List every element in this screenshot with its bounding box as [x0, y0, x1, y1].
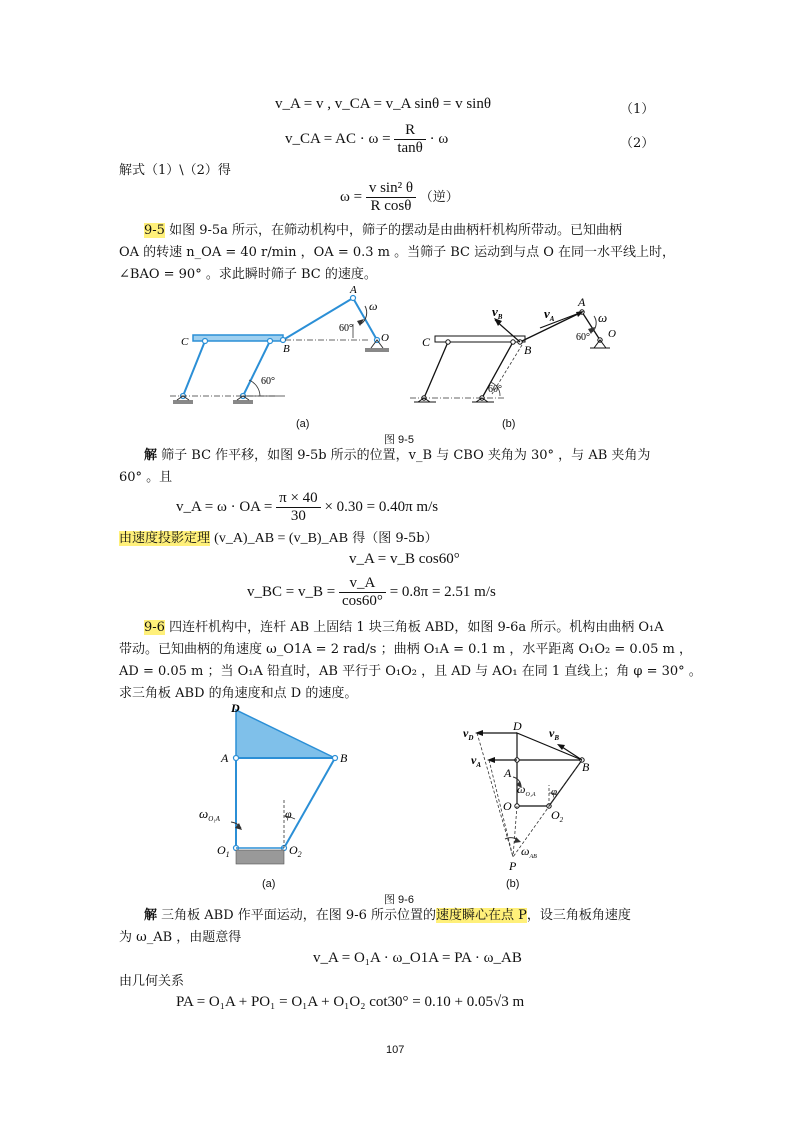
label-omega-O1A: $\omega_{O_1A}$ — [199, 806, 220, 823]
label-A: A — [350, 284, 357, 296]
label-O1: $O_1$ — [217, 843, 230, 859]
label-O: O — [503, 799, 512, 813]
label-O: O — [608, 328, 616, 340]
problem-label: 9-6 — [144, 620, 165, 635]
problem-9-5-line1 — [144, 220, 622, 242]
label-O2: $O_2$ — [289, 843, 302, 859]
equation-3 — [340, 180, 459, 215]
problem-9-6-line3: AD = 0.05 m ；当 O₁A 铅直时，AB 平行于 O₁O₂ ，且 AD 与 AO₁ 在同 1 直线上；角 φ = 30° 。 — [119, 664, 702, 679]
label-A: A — [221, 751, 229, 765]
label-omega: ω — [369, 299, 378, 313]
label-B: B — [524, 343, 532, 357]
eq3-note: （逆） — [419, 188, 459, 204]
label-vB: $v_B$ — [549, 726, 559, 742]
problem-9-5-line3: ∠BAO = 90° 。求此瞬时筛子 BC 的速度。 — [119, 267, 377, 282]
eq3-num: v sin² θ — [366, 180, 416, 198]
label-angle-60-bottom: 60° — [261, 376, 275, 387]
label-C: C — [422, 335, 431, 349]
theorem-equation: (v_A)_AB = (v_B)_AB — [214, 531, 349, 546]
fig-9-5a-caption: (a) — [296, 418, 310, 430]
eq3-left: ω = — [340, 188, 363, 205]
geometry-line: 由几何关系 — [119, 974, 185, 989]
theorem-line — [119, 528, 438, 550]
solution-head: 解 — [144, 908, 158, 923]
eq4-left: v_A = ω · OA = — [176, 498, 273, 515]
equation-4 — [176, 490, 438, 525]
figure-9-5b — [410, 290, 630, 415]
label-vD: $v_D$ — [463, 726, 474, 742]
solution-9-6-line1 — [144, 905, 631, 927]
label-O2: $O_2$ — [551, 808, 564, 824]
equation-7: v_A = O₁A · ω_O1A = PA · ω_AB — [313, 950, 522, 966]
eq6-right: = 0.8π = 2.51 m/s — [389, 583, 496, 600]
eq2-num: R — [394, 122, 426, 140]
solution-head: 解 — [144, 448, 158, 463]
label-vA: $v_A$ — [471, 753, 481, 769]
label-vB: $v_B$ — [492, 304, 503, 321]
solution-text: 筛子 BC 作平移，如图 9-5b 所示的位置，v_B 与 CBO 夹角为 30° ，与 AB 夹角为 — [161, 448, 651, 463]
page-number: 107 — [386, 1044, 405, 1056]
solution-9-6-line2: 为 ω_AB ，由题意得 — [119, 930, 242, 945]
equation-number-2: （2） — [620, 136, 655, 151]
label-A: A — [578, 295, 586, 309]
problem-9-6-line1 — [144, 617, 664, 639]
fig-9-6a-caption: (a) — [262, 878, 276, 890]
eq2-den: tanθ — [397, 140, 423, 156]
figure-9-6b — [455, 715, 605, 875]
label-omega-O1A: $\omega_{O_1A}$ — [517, 782, 536, 798]
problem-9-5-line2: OA 的转速 n_OA = 40 r/min ，OA = 0.3 m 。当筛子 BC 运动到与点 O 在同一水平线上时， — [119, 245, 676, 260]
eq3-den: R cosθ — [370, 198, 412, 214]
label-C: C — [181, 336, 189, 348]
eq6-den: cos60° — [341, 593, 383, 609]
fig-9-6b-caption: (b) — [506, 878, 520, 890]
solution-9-5-line2: 60° 。且 — [119, 470, 173, 485]
equation-6 — [247, 575, 496, 610]
label-phi: φ — [551, 786, 558, 798]
solution-text-post: ，设三角板角速度 — [526, 908, 631, 923]
eq2-right: · ω — [429, 130, 449, 147]
fig-9-6-caption: 图 9-6 — [384, 894, 414, 906]
eq6-left: v_BC = v_B = — [247, 583, 336, 600]
label-angle-60-top: 60° — [576, 332, 590, 343]
label-phi: φ — [285, 807, 292, 821]
problem-text: 如图 9-5a 所示，在筛动机构中，筛子的摆动是由曲柄杆机构所带动。已知曲柄 — [169, 223, 623, 238]
label-A: A — [504, 766, 512, 780]
label-O: O — [381, 332, 389, 344]
equation-8: PA = O₁A + PO₁ = O₁A + O₁O₂ cot30° = 0.10 + 0.05√3 m — [176, 994, 525, 1010]
eq6-num: v_A — [339, 575, 386, 593]
label-B: B — [582, 760, 590, 774]
problem-9-6-line4: 求三角板 ABD 的角速度和点 D 的速度。 — [119, 686, 358, 701]
problem-text: 四连杆机构中，连杆 AB 上固结 1 块三角板 ABD，如图 9-6a 所示。机构由曲柄 O₁A — [169, 620, 664, 635]
label-D: D — [513, 719, 522, 733]
eq4-right: × 0.30 = 0.40π m/s — [324, 498, 439, 515]
fig-9-5-caption: 图 9-5 — [384, 434, 414, 446]
eq2-left: v_CA = AC · ω = — [285, 130, 391, 147]
solve-line: 解式（1）\（2）得 — [119, 163, 231, 178]
figure-9-6a — [195, 702, 360, 877]
eq4-num: π × 40 — [276, 490, 321, 508]
label-angle-60-bottom: 60° — [488, 384, 502, 395]
label-omega-AB: $\omega_{AB}$ — [521, 844, 537, 860]
fig-9-5b-caption: (b) — [502, 418, 516, 430]
problem-9-6-line2: 带动。已知曲柄的角速度 ω_O1A = 2 rad/s ；曲柄 O₁A = 0.1 m ，水平距离 O₁O₂ = 0.05 m ， — [119, 642, 692, 657]
solution-9-5-line1 — [144, 445, 650, 467]
solution-highlight: 速度瞬心在点 P — [436, 908, 527, 923]
equation-number-1: （1） — [620, 102, 655, 117]
theorem-highlight: 由速度投影定理 — [119, 531, 211, 546]
equation-1: v_A = v , v_CA = v_A sinθ = v sinθ — [275, 96, 492, 112]
label-B: B — [283, 343, 290, 355]
label-P: P — [509, 859, 517, 873]
label-angle-60-top: 60° — [339, 323, 353, 334]
equation-5: v_A = v_B cos60° — [349, 551, 460, 567]
label-D: D — [231, 702, 240, 715]
theorem-tail: 得（图 9-5b） — [352, 531, 438, 546]
label-vA: $v_A$ — [544, 306, 555, 323]
label-omega: ω — [598, 310, 608, 325]
problem-label: 9-5 — [144, 223, 165, 238]
figure-9-5a — [165, 284, 400, 414]
solution-text-pre: 三角板 ABD 作平面运动，在图 9-6 所示位置的 — [161, 908, 436, 923]
label-B: B — [340, 751, 348, 765]
equation-2 — [285, 122, 448, 157]
eq4-den: 30 — [290, 508, 306, 524]
